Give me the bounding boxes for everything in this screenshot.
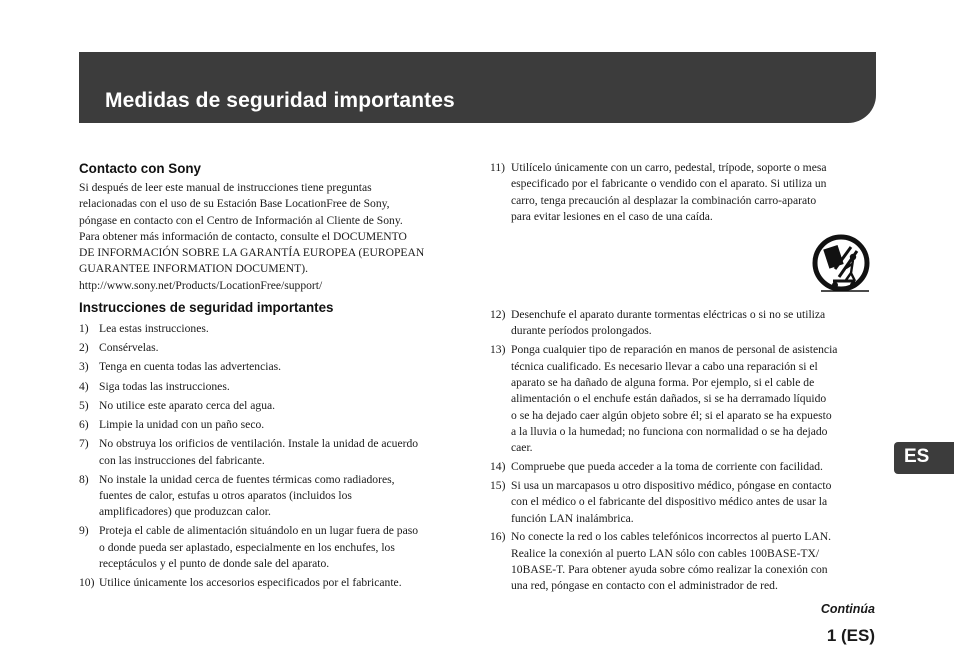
item-number: 3) [79,360,89,374]
item-number: 11) [490,161,506,174]
item-text-line: durante períodos prolongados. [511,324,652,338]
item-text-line: Ponga cualquier tipo de reparación en manos de personal de asistencia [511,343,838,357]
item-number: 9) [79,524,89,538]
contact-heading: Contacto con Sony [79,161,202,176]
item-text-line: Utilice únicamente los accesorios especificados por el fabricante. [99,576,402,590]
item-text-line: Si usa un marcapasos u otro dispositivo médico, póngase en contacto [511,478,832,492]
page-title: Medidas de seguridad importantes [105,89,455,112]
safety-list-left [79,321,471,591]
safety-item [79,379,471,395]
item-number: 4) [79,379,89,393]
safety-item [490,459,880,475]
safety-item [79,575,471,591]
item-number: 15) [490,478,506,492]
contact-line: póngase en contacto con el Centro de Información al Cliente de Sony. [79,213,403,227]
item-text-line: Consérvelas. [99,341,159,355]
language-tab-label: ES [904,446,930,467]
header-banner [79,52,876,123]
cart-tip-over-warning-icon [811,233,873,297]
item-text-line: No instale la unidad cerca de fuentes térmicas como radiadores, [99,472,395,486]
item-text-line: Siga todas las instrucciones. [99,379,230,393]
item-text-line: aparato se ha dañado de alguna forma. Por ejemplo, si el cable de [511,375,815,389]
item-text-line: Proteja el cable de alimentación situándolo en un lugar fuera de paso [99,524,419,538]
item-number: 13) [490,343,506,357]
item-text-line: técnica cualificado. Es necesario llevar a cabo una reparación si el [511,359,818,373]
safety-heading: Instrucciones de seguridad importantes [79,300,334,316]
left-column [79,160,471,594]
item-text-line: No utilice este aparato cerca del agua. [99,398,276,412]
item-text-line: No obstruya los orificios de ventilación. Instale la unidad de acuerdo [99,437,419,451]
safety-item [79,340,471,356]
item-text-line: Tenga en cuenta todas las advertencias. [99,360,282,374]
item-text-line: Lea estas instrucciones. [99,322,209,336]
item-text-line: Limpie la unidad con un paño seco. [99,418,265,432]
safety-item [79,523,471,572]
item-text-line: para evitar lesiones en el caso de una caída. [511,209,713,223]
page-number: 1 (ES) [826,626,875,645]
safety-item [490,478,880,527]
item-text-line: función LAN inalámbrica. [511,511,634,525]
support-url[interactable]: http://www.sony.net/Products/LocationFree/support/ [79,278,323,292]
item-text-line: a la lluvia o la humedad; no funciona con normalidad o se ha dejado [511,424,828,438]
item-text-line: carro, tenga precaución al desplazar la combinación carro-aparato [511,193,817,207]
item-number: 8) [79,472,89,486]
item-text-line: alimentación o el enchufe están dañados, si se ha derramado líquido [511,392,827,406]
item-text-line: fuentes de calor, estufas u otros aparatos (incluidos los [99,488,352,502]
item-text-line: amplificadores) que produzcan calor. [99,505,271,519]
item-number: 14) [490,460,506,474]
safety-list-right [490,160,880,595]
item-number: 5) [79,398,89,412]
item-text-line: una red, póngase en contacto con el administrador de red. [511,579,778,593]
safety-item [79,359,471,375]
safety-item [490,342,880,456]
safety-item [79,472,471,521]
safety-item [79,398,471,414]
right-column [490,160,880,597]
item-text-line: con las instrucciones del fabricante. [99,453,265,467]
safety-item [490,529,880,594]
safety-item [79,417,471,433]
item-text-line: especificado por el fabricante o vendido con el aparato. Si utiliza un [511,177,827,191]
item-text-line: con el médico o el fabricante del dispositivo médico antes de usar la [511,495,828,509]
safety-item [79,436,471,469]
item-text-line: 10BASE-T. Para obtener ayuda sobre cómo realizar la conexión con [511,563,828,577]
item-text-line: caer. [511,441,533,455]
item-text-line: Desenchufe el aparato durante tormentas eléctricas o si no se utiliza [511,308,826,322]
item-number: 1) [79,322,89,336]
item-number: 12) [490,308,506,322]
item-text-line: Utilícelo únicamente con un carro, pedestal, trípode, soporte o mesa [511,161,827,174]
item-number: 7) [79,437,89,451]
language-tab-es [894,442,954,474]
item-text-line: Compruebe que pueda acceder a la toma de corriente con facilidad. [511,460,823,474]
item-number: 10) [79,576,95,590]
contact-paragraph [79,180,471,294]
item-text-line: o donde pueda ser aplastado, especialmente en los enchufes, los [99,540,395,554]
item-text-line: No conecte la red o los cables telefónicos incorrectos al puerto LAN. [511,530,831,544]
item-number: 16) [490,530,506,544]
safety-item [490,307,880,340]
contact-line: relacionadas con el uso de su Estación Base LocationFree de Sony, [79,197,390,211]
item-text-line: o se ha dejado caer algún objeto sobre él; si el aparato se ha expuesto [511,408,832,422]
item-number: 6) [79,418,89,432]
safety-item [79,321,471,337]
contact-line: GUARANTEE INFORMATION DOCUMENT). [79,262,308,276]
continue-label: Continúa [820,602,875,616]
safety-item [490,160,880,225]
contact-line: Para obtener más información de contacto, consulte el DOCUMENTO [79,229,407,243]
contact-line: DE INFORMACIÓN SOBRE LA GARANTÍA EUROPEA (EUROPEAN [79,246,425,260]
contact-line: Si después de leer este manual de instrucciones tiene preguntas [79,181,372,194]
item-text-line: receptáculos y el punto de donde sale del aparato. [99,557,330,571]
item-number: 2) [79,341,89,355]
item-text-line: Realice la conexión al puerto LAN sólo con cables 100BASE-TX/ [511,546,820,560]
